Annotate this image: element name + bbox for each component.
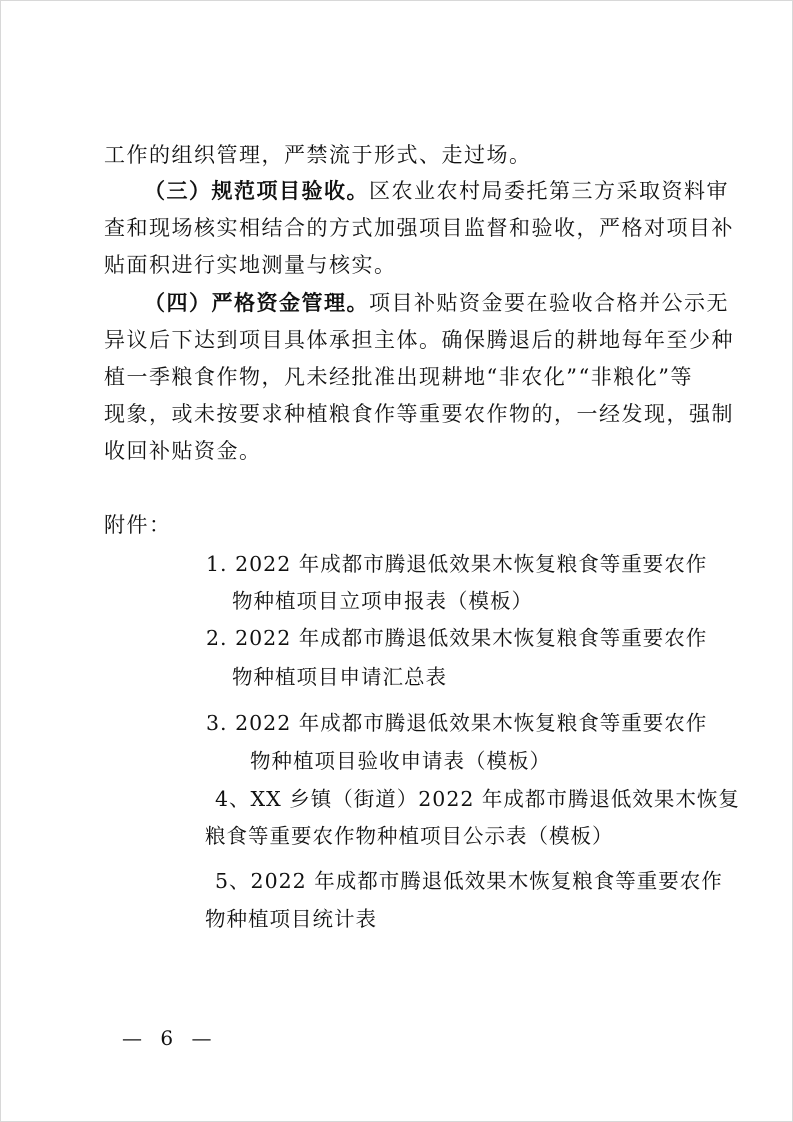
attachment-5-line-2: 物种植项目统计表 <box>205 907 377 931</box>
body-line: 查和现场核实相结合的方式加强项目监督和验收，严格对项目补 <box>104 216 734 240</box>
attachment-2-line-2: 物种植项目申请汇总表 <box>232 665 447 689</box>
section-4-line <box>144 288 729 318</box>
body-line: 工作的组织管理，严禁流于形式、走过场。 <box>104 143 532 167</box>
section-4-heading: （四）严格资金管理。 <box>144 290 369 315</box>
attachment-2-line-1: 2. 2022 年成都市腾退低效果木恢复粮食等重要农作 <box>206 626 708 650</box>
section-4-text: 项目补贴资金要在验收合格并公示无 <box>369 291 729 315</box>
page-number: — 6 — <box>122 1026 218 1050</box>
body-line: 收回补贴资金。 <box>104 439 262 463</box>
section-3-line <box>144 176 729 206</box>
attachment-3-line-1: 3. 2022 年成都市腾退低效果木恢复粮食等重要农作 <box>206 711 708 735</box>
attachment-5-line-1: 5、2022 年成都市腾退低效果木恢复粮食等重要农作 <box>215 869 723 893</box>
section-3-heading: （三）规范项目验收。 <box>144 178 369 203</box>
body-line: 现象，或未按要求种植粮食作等重要农作物的，一经发现，强制 <box>104 402 734 426</box>
attachment-4-line-1: 4、XX 乡镇（街道）2022 年成都市腾退低效果木恢复 <box>215 787 740 811</box>
attachments-heading: 附件： <box>104 513 172 537</box>
body-line: 植一季粮食作物，凡未经批准出现耕地“非农化”“非粮化”等 <box>104 365 693 389</box>
attachment-4-line-2: 粮食等重要农作物种植项目公示表（模板） <box>205 824 614 848</box>
attachment-3-line-2: 物种植项目验收申请表（模板） <box>250 749 551 773</box>
body-line: 异议后下达到项目具体承担主体。确保腾退后的耕地每年至少种 <box>104 328 734 352</box>
attachment-1-line-1: 1. 2022 年成都市腾退低效果木恢复粮食等重要农作 <box>206 552 708 576</box>
attachment-1-line-2: 物种植项目立项申报表（模板） <box>232 589 533 613</box>
body-line: 贴面积进行实地测量与核实。 <box>104 253 397 277</box>
section-3-text: 区农业农村局委托第三方采取资料审 <box>369 179 729 203</box>
